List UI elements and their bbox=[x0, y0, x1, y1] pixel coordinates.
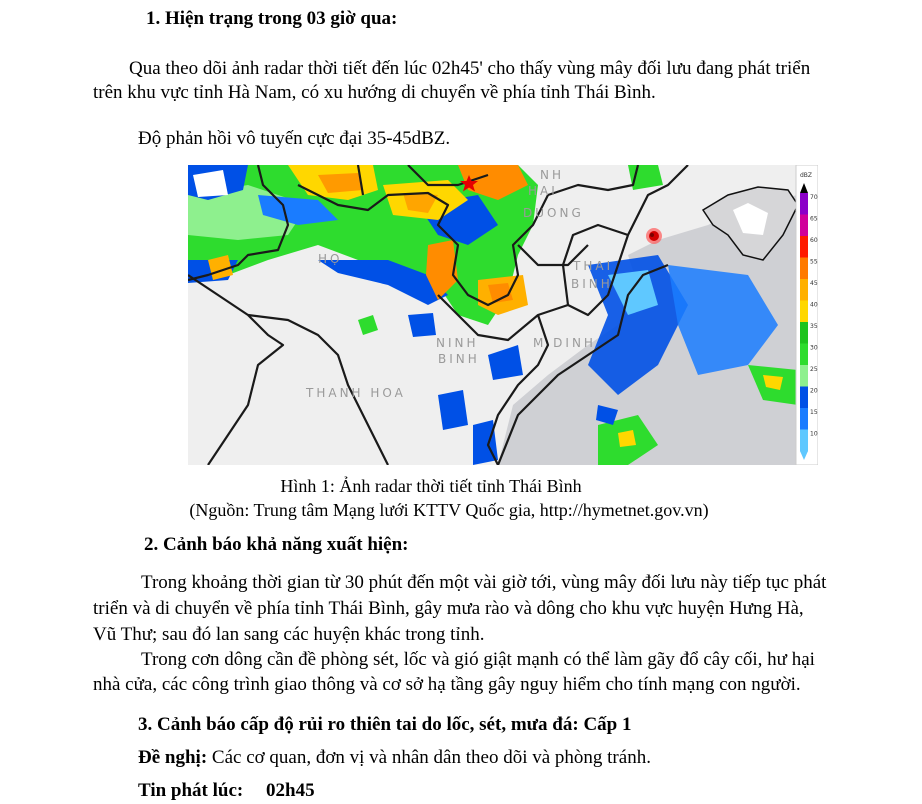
legend-color-step bbox=[800, 193, 808, 215]
dbz-legend bbox=[796, 165, 818, 465]
issued-time-row bbox=[138, 778, 315, 804]
section3-heading: 3. Cảnh báo cấp độ rủi ro thiên tai do lốc, sét, mưa đá: Cấp 1 bbox=[138, 714, 632, 735]
legend-tick-label: 60 bbox=[810, 237, 818, 244]
label-ninh-binh-1: NINH bbox=[436, 336, 479, 350]
issued-label: Tin phát lúc: bbox=[138, 780, 244, 801]
legend-color-step bbox=[800, 258, 808, 280]
section2-p1-line3: Vũ Thư; sau đó lan sang các huyện khác trong tỉnh. bbox=[93, 624, 485, 645]
section2-heading: 2. Cảnh báo khả năng xuất hiện: bbox=[144, 534, 409, 555]
legend-color-step bbox=[800, 344, 808, 366]
legend-tick-label: 15 bbox=[810, 409, 818, 416]
legend-tick-label: 30 bbox=[810, 344, 818, 352]
label-ninh-binh-2: BINH bbox=[438, 352, 480, 366]
legend-color-step bbox=[800, 408, 808, 430]
recommend-text: Các cơ quan, đơn vị và nhân dân theo dõi và phòng tránh. bbox=[207, 747, 651, 768]
legend-color-step bbox=[800, 365, 808, 387]
issued-time: 02h45 bbox=[266, 780, 315, 801]
legend-tick-label: 45 bbox=[810, 280, 818, 287]
legend-tick-label: 55 bbox=[810, 258, 818, 266]
section2-p1-line2: triển và di chuyển về phía tỉnh Thái Bình, gây mưa rào và dông cho khu vực huyện Hưng Hà, bbox=[93, 598, 804, 619]
label-nh: NH bbox=[540, 168, 564, 182]
label-hai-duong-1: HAI bbox=[528, 184, 558, 198]
section1-para2: Độ phản hồi vô tuyến cực đại 35-45dBZ. bbox=[138, 128, 451, 149]
section2-p1-line1: Trong khoảng thời gian từ 30 phút đến một vài giờ tới, vùng mây đối lưu này tiếp tục phát bbox=[141, 572, 827, 593]
figure-source: (Nguồn: Trung tâm Mạng lưới KTTV Quốc gia, http://hymetnet.gov.vn) bbox=[189, 500, 709, 520]
legend-color-step bbox=[800, 430, 808, 452]
legend-unit: dBZ bbox=[800, 172, 813, 179]
legend-tick-label: 70 bbox=[810, 194, 818, 201]
radar-image bbox=[188, 165, 818, 465]
figure-caption: Hình 1: Ảnh radar thời tiết tỉnh Thái Bình bbox=[280, 476, 582, 496]
label-ha-noi: HỌ bbox=[318, 252, 343, 266]
location-target-icon bbox=[646, 228, 662, 244]
legend-color-step bbox=[800, 236, 808, 258]
label-thanh-hoa: THANH HOA bbox=[306, 386, 406, 400]
legend-color-step bbox=[800, 279, 808, 301]
legend-tick-label: 25 bbox=[810, 366, 818, 373]
section2-p2-line2: nhà cửa, các công trình giao thông và cơ sở hạ tầng gây nguy hiểm cho tính mạng con người. bbox=[93, 674, 801, 695]
legend-color-step bbox=[800, 301, 808, 323]
label-thai-binh-2: BINH bbox=[571, 277, 613, 291]
recommendation bbox=[138, 745, 651, 771]
label-hai-duong-2: DUONG bbox=[523, 206, 584, 220]
label-nam-dinh: M DINH bbox=[533, 336, 596, 350]
legend-tick-label: 40 bbox=[810, 301, 818, 309]
section2-p2-line1: Trong cơn dông cần đề phòng sét, lốc và gió giật mạnh có thể làm gãy đổ cây cối, hư hại bbox=[141, 649, 815, 670]
section1-para1-line1: Qua theo dõi ảnh radar thời tiết đến lúc 02h45' cho thấy vùng mây đối lưu đang phát triển bbox=[129, 58, 811, 79]
recommend-label: Đề nghị: bbox=[138, 747, 208, 768]
legend-color-step bbox=[800, 322, 808, 344]
legend-tick-label: 10 bbox=[810, 430, 818, 438]
section1-heading: 1. Hiện trạng trong 03 giờ qua: bbox=[146, 8, 398, 29]
label-thai-binh-1: THAI bbox=[573, 259, 614, 273]
section1-para1-line2: trên khu vực tỉnh Hà Nam, có xu hướng di chuyển về phía tỉnh Thái Bình. bbox=[93, 82, 656, 103]
legend-color-step bbox=[800, 215, 808, 237]
legend-tick-label: 35 bbox=[810, 323, 818, 330]
legend-tick-label: 65 bbox=[810, 215, 818, 223]
legend-color-step bbox=[800, 387, 808, 409]
legend-tick-label: 20 bbox=[810, 387, 818, 395]
